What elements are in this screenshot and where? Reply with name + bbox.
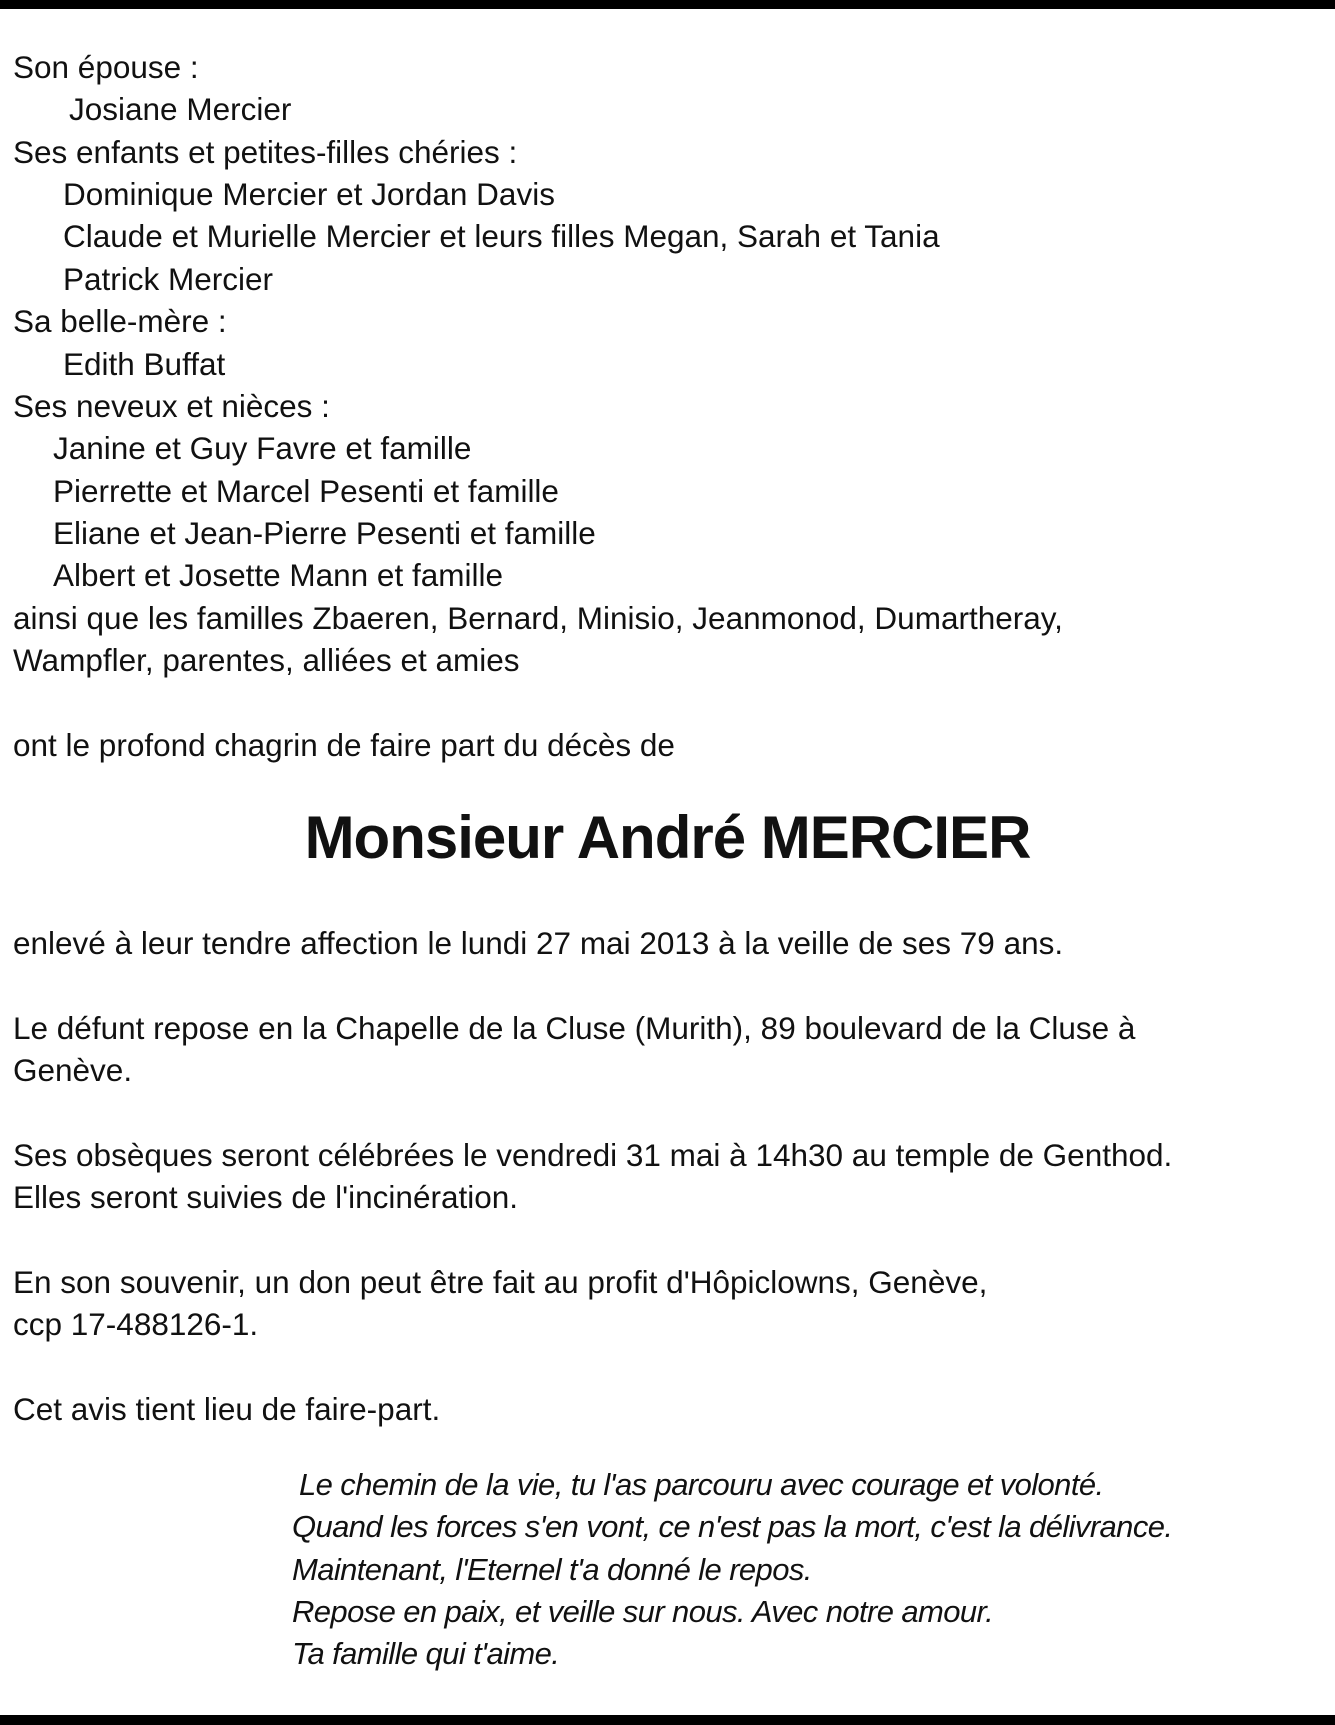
spouse-name: Josiane Mercier: [69, 91, 292, 128]
nephew-entry: Albert et Josette Mann et famille: [53, 557, 503, 594]
poem-line: Maintenant, l'Eternel t'a donné le repos.: [292, 1551, 812, 1587]
other-families: ainsi que les familles Zbaeren, Bernard, Minisio, Jeanmonod, Dumartheray,: [13, 599, 1063, 636]
funeral-info: Elles seront suivies de l'incinération.: [13, 1179, 519, 1216]
spacer: [13, 681, 1063, 723]
death-statement: enlevé à leur tendre affection le lundi 27 mai 2013 à la veille de ses 79 ans.: [13, 925, 1064, 961]
spacer: [13, 1346, 1172, 1388]
child-entry: Patrick Mercier: [63, 260, 274, 297]
rest-place: Le défunt repose en la Chapelle de la Cluse (Murith), 89 boulevard de la Cluse à: [13, 1009, 1136, 1046]
rest-place: Genève.: [13, 1052, 133, 1089]
donation-info: En son souvenir, un don peut être fait au profit d'Hôpiclowns, Genève,: [13, 1263, 988, 1300]
notice: Cet avis tient lieu de faire-part.: [13, 1390, 441, 1427]
nephew-entry: Janine et Guy Favre et famille: [53, 430, 472, 467]
mother-in-law-label: Sa belle-mère :: [13, 303, 227, 340]
other-families: Wampfler, parentes, alliées et amies: [13, 642, 520, 679]
spacer: [13, 1219, 1172, 1261]
family-list: [13, 46, 1063, 766]
child-entry: Dominique Mercier et Jordan Davis: [63, 176, 555, 213]
announcement: ont le profond chagrin de faire part du décès de: [13, 726, 675, 763]
top-border: [0, 0, 1335, 9]
funeral-info: Ses obsèques seront célébrées le vendredi 31 mai à 14h30 au temple de Genthod.: [13, 1136, 1173, 1173]
children-label: Ses enfants et petites-filles chéries :: [13, 133, 518, 170]
poem: [292, 1464, 1172, 1676]
poem-line: Ta famille qui t'aime.: [292, 1636, 560, 1672]
bottom-border: [0, 1715, 1335, 1725]
spacer: [13, 964, 1172, 1006]
deceased-name: Monsieur André MERCIER: [304, 804, 1031, 871]
nephew-entry: Eliane et Jean-Pierre Pesenti et famille: [53, 514, 596, 551]
poem-line: Repose en paix, et veille sur nous. Avec notre amour.: [292, 1594, 994, 1630]
poem-line: Le chemin de la vie, tu l'as parcouru avec courage et volonté.: [299, 1467, 1104, 1502]
spouse-label: Son épouse :: [13, 49, 199, 85]
child-entry: Claude et Murielle Mercier et leurs filles Megan, Sarah et Tania: [63, 218, 940, 255]
poem-line: Quand les forces s'en vont, ce n'est pas la mort, c'est la délivrance.: [292, 1509, 1173, 1545]
nephew-entry: Pierrette et Marcel Pesenti et famille: [53, 472, 559, 509]
details: [13, 922, 1172, 1430]
mother-in-law-name: Edith Buffat: [63, 345, 226, 382]
donation-info: ccp 17-488126-1.: [13, 1306, 259, 1343]
nephews-label: Ses neveux et nièces :: [13, 387, 330, 424]
spacer: [13, 1091, 1172, 1133]
